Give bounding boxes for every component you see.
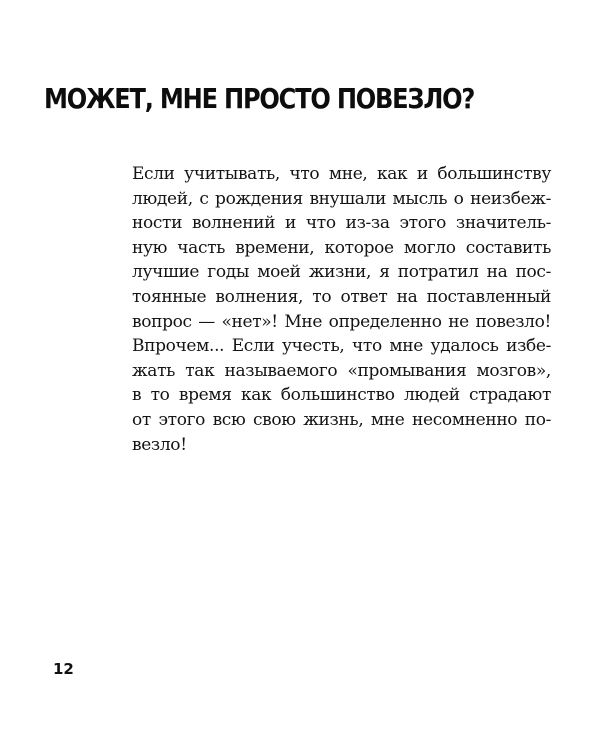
paragraph-line: Впрочем... Если учесть, что мне удалось избе- [132, 336, 551, 357]
paragraph-line: тоянные волнения, то ответ на поставленный [132, 286, 551, 307]
paragraph-line: лучшие годы моей жизни, я потратил на пос- [132, 262, 551, 283]
paragraph-line: ную часть времени, которое могло составить [132, 237, 551, 258]
page-heading: МОЖЕТ, МНЕ ПРОСТО ПОВЕЗЛО? [44, 82, 475, 115]
paragraph-line: в то время как большинство людей страдают [132, 385, 551, 406]
paragraph-line: людей, с рождения внушали мысль о неизбеж- [132, 188, 551, 209]
paragraph-line: вопрос — «нет»! Мне определенно не повезло! [132, 311, 551, 332]
paragraph-line: везло! [132, 434, 187, 455]
paragraph-line: Если учитывать, что мне, как и большинству [132, 164, 551, 184]
paragraph-line: ности волнений и что из-за этого значитель- [132, 213, 551, 234]
page-number: 12 [53, 660, 74, 678]
body-paragraph [132, 162, 551, 457]
paragraph-line: жать так называемого «промывания мозгов», [132, 360, 551, 381]
paragraph-line: от этого всю свою жизнь, мне несомненно по- [132, 409, 551, 430]
